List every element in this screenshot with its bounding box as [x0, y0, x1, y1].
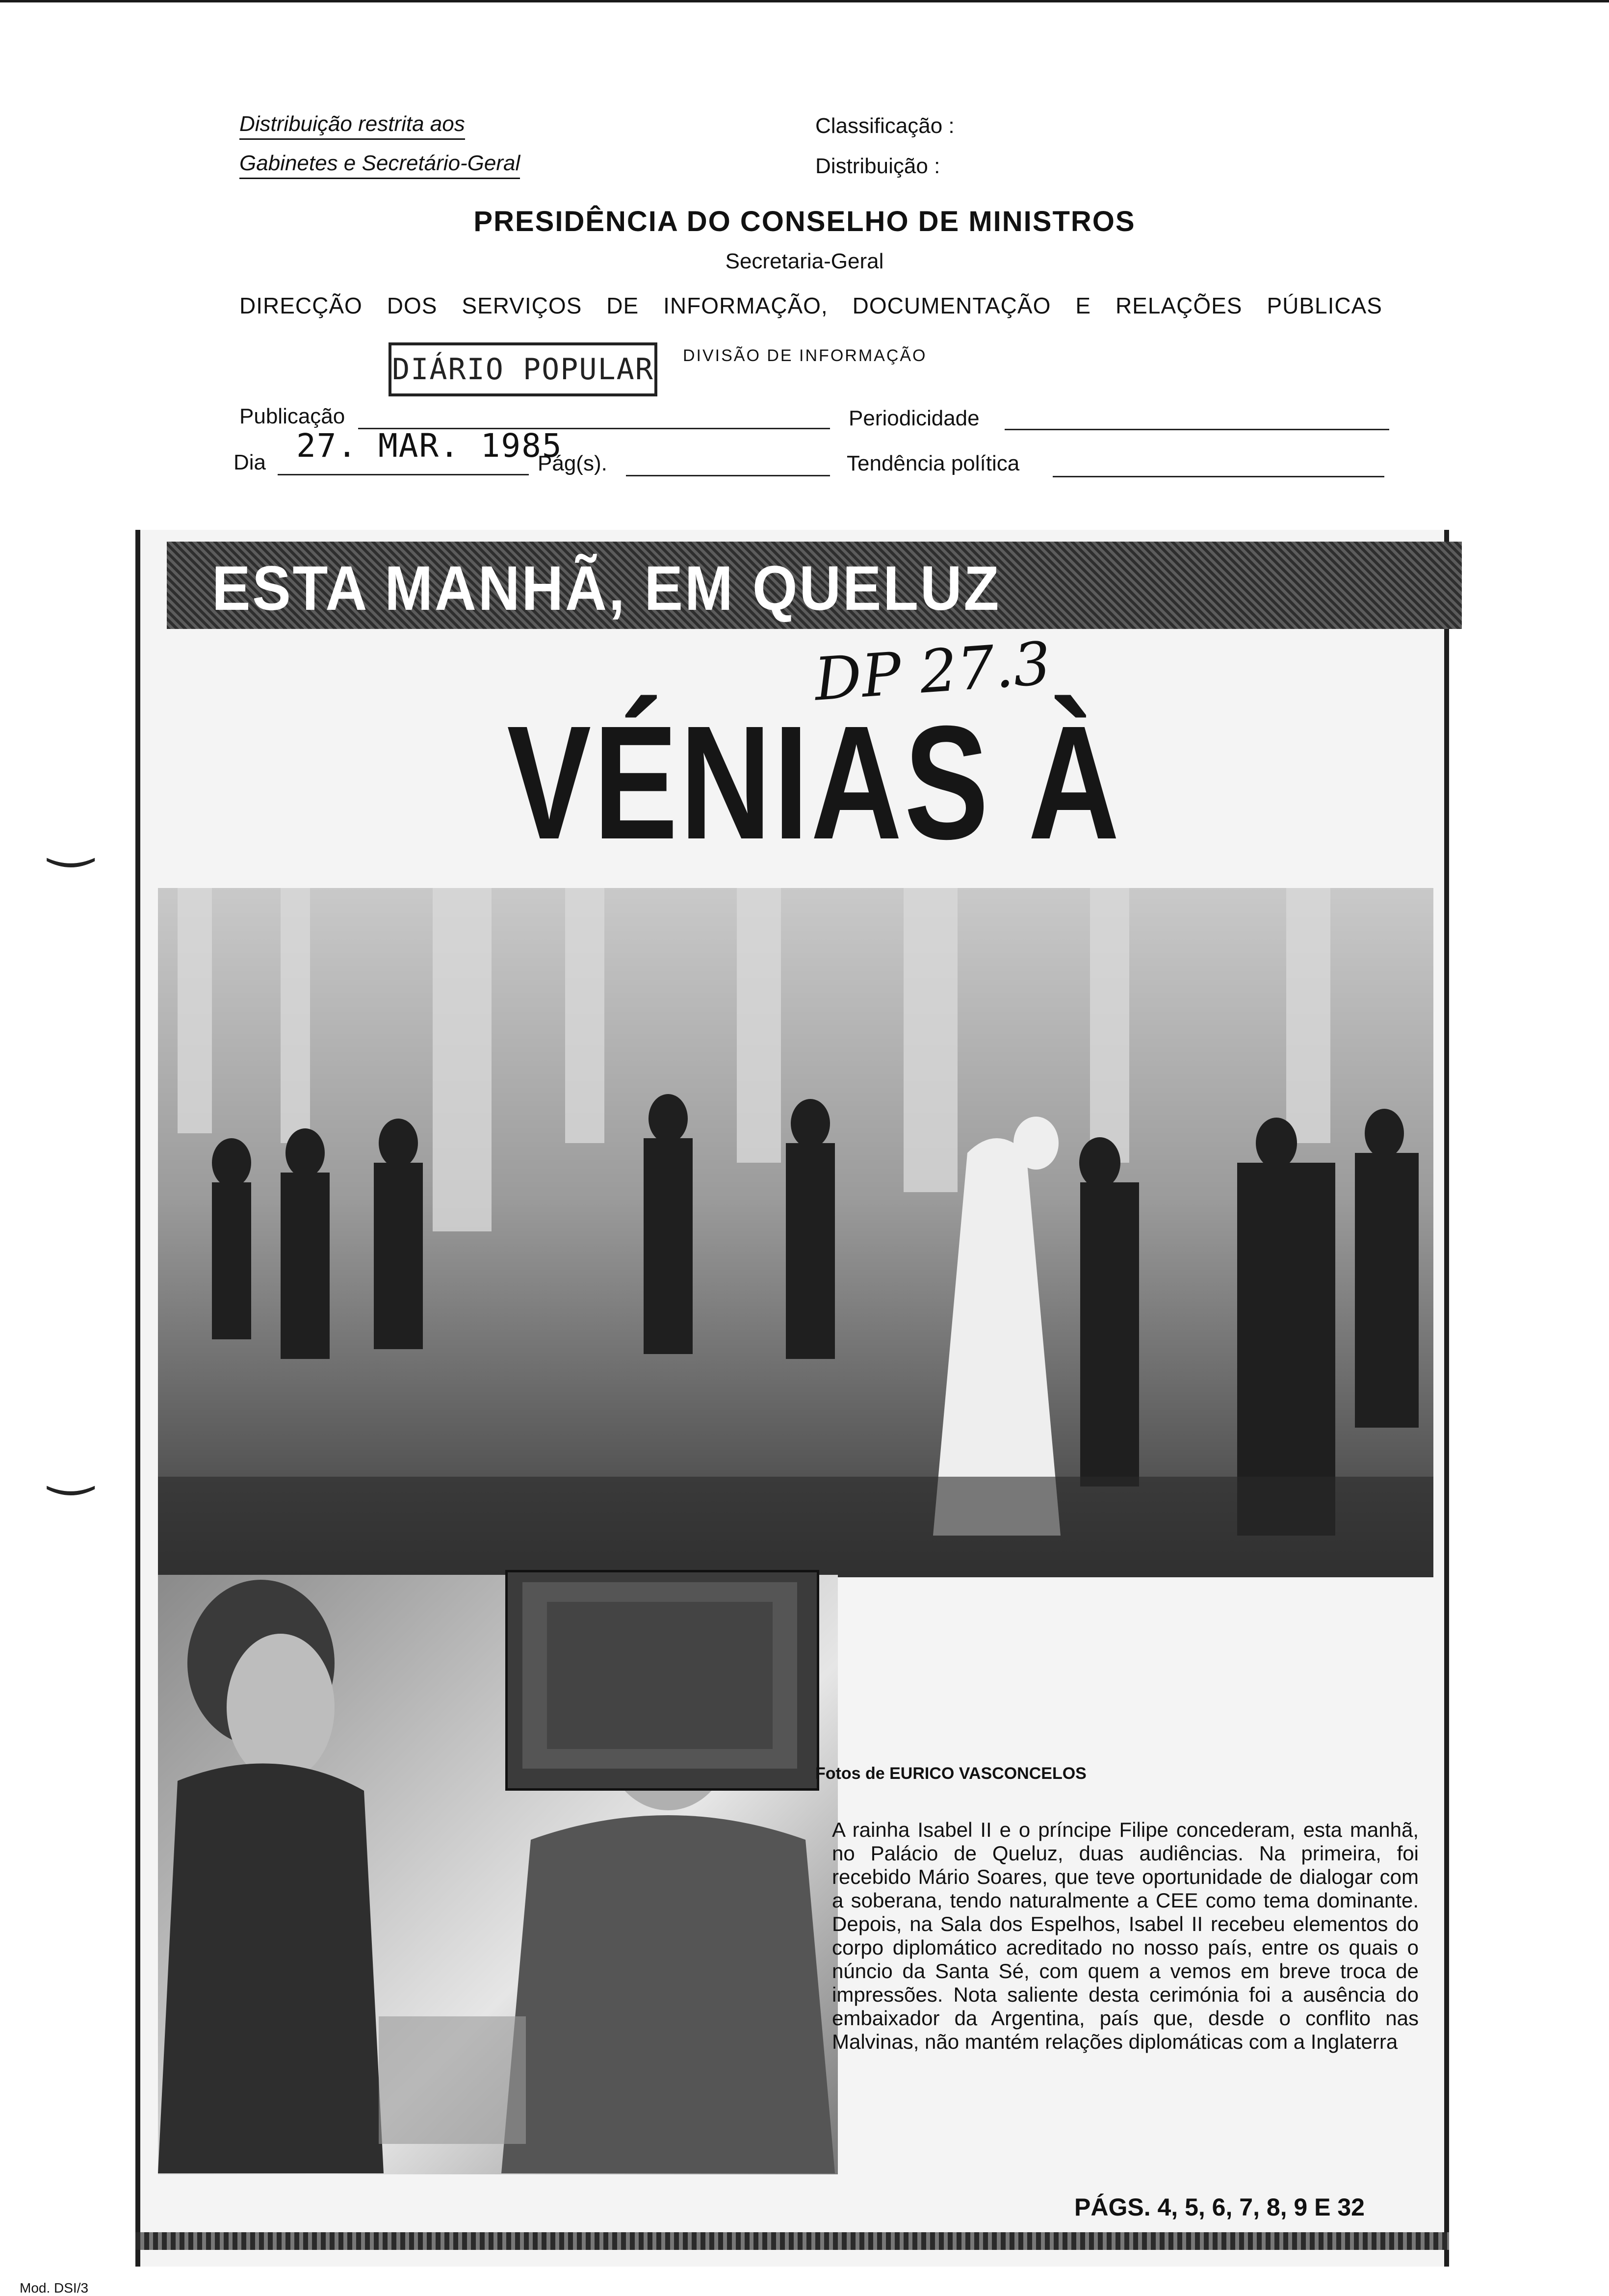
- dia-label: Dia: [234, 450, 266, 474]
- directorate-word: DIRECÇÃO: [239, 293, 363, 318]
- main-photo-illustration: [158, 888, 1433, 1577]
- directorate-word: DE: [606, 293, 639, 318]
- distribuicao-label: Distribuição :: [815, 154, 940, 178]
- clipping-bottom-edge: [135, 2232, 1449, 2250]
- division-label: DIVISÃO DE INFORMAÇÃO: [683, 346, 927, 365]
- newspaper-stamp: DIÁRIO POPULAR: [389, 342, 657, 396]
- handwritten-reference: DP 27.3: [812, 629, 1053, 714]
- pages-reference: PÁGS. 4, 5, 6, 7, 8, 9 E 32: [1074, 2193, 1365, 2221]
- directorate-word: DOCUMENTAÇÃO: [852, 293, 1051, 318]
- directorate-word: PÚBLICAS: [1267, 293, 1382, 318]
- classificacao-label: Classificação :: [815, 114, 955, 138]
- periodicidade-label: Periodicidade: [849, 406, 980, 430]
- presidency-title: PRESIDÊNCIA DO CONSELHO DE MINISTROS: [473, 206, 1136, 237]
- margin-mark: ‿: [49, 1434, 93, 1494]
- tendencia-line: [1053, 476, 1384, 477]
- tendencia-label: Tendência política: [847, 451, 1020, 475]
- secretariat-subtitle: Secretaria-Geral: [725, 249, 884, 273]
- dia-line: [278, 474, 529, 475]
- directorate-word: INFORMAÇÃO,: [663, 293, 828, 318]
- distribution-line-1: Distribuição restrita aos: [239, 112, 465, 140]
- main-photo: [158, 888, 1433, 1577]
- pags-line: [626, 475, 830, 476]
- page-top-border: [0, 0, 1609, 2]
- kicker-text: ESTA MANHÃ, EM QUELUZ: [212, 553, 1001, 624]
- mirror-photo: [505, 1570, 819, 1791]
- directorate-word: DOS: [387, 293, 438, 318]
- directorate-line: [239, 292, 1382, 319]
- dia-value: 27. MAR. 1985: [296, 427, 563, 465]
- directorate-word: E: [1075, 293, 1091, 318]
- photo-credit: Fotos de EURICO VASCONCELOS: [815, 1764, 1087, 1783]
- distribution-line-2: Gabinetes e Secretário-Geral: [239, 151, 520, 179]
- mirror-photo-illustration: [508, 1572, 812, 1783]
- directorate-word: SERVIÇOS: [462, 293, 582, 318]
- periodicidade-line: [1005, 429, 1389, 430]
- publicacao-label: Publicação: [239, 404, 345, 428]
- pags-label: Pág(s).: [538, 451, 607, 475]
- photo-caption: A rainha Isabel II e o príncipe Filipe concederam, esta manhã, no Palácio de Queluz, duas audiências. Na primeira, foi recebido Mário Soares, que teve oportunidade de dialogar com a soberana, tendo naturalmente a CEE como tema dominante. Depois, na Sala dos Espelhos, Isabel II recebeu elementos do corpo diplomático acreditado no nosso país, entre os quais o núncio da Santa Sé, com quem a vemos em breve troca de impressões. Nota saliente desta cerimónia foi a ausência do embaixador da Argentina, país que, desde o conflito nas Malvinas, não mantém relações diplomáticas com a Inglaterra: [832, 1818, 1419, 2053]
- form-code: Mod. DSI/3: [20, 2280, 89, 2296]
- headline: VÉNIAS À: [507, 692, 1122, 873]
- directorate-word: RELAÇÕES: [1115, 293, 1243, 318]
- margin-mark: ‿: [49, 806, 93, 866]
